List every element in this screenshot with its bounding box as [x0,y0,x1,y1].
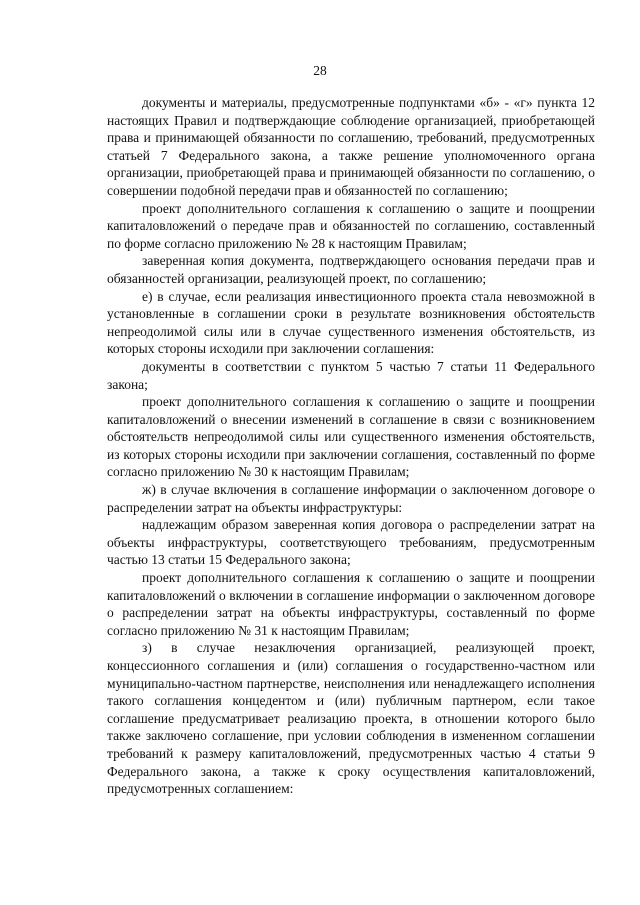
paragraph: з) в случае незаключения организацией, реализующей проект, концессионного соглашения и (или) соглашения о государственно-частном или муниципально-частном партнерстве, неисполнения или ненадлежащего исполнения такого соглашения концедентом и (или) публичным партнером, если такое соглашение предусматривает реализацию проекта, в отношении которого было также заключено соглашение, при условии соблюдения в измененном соглашении требований к размеру капиталовложений, предусмотренных частью 4 статьи 9 Федерального закона, а также к сроку осуществления капиталовложений, предусмотренных соглашением: [107,640,595,797]
document-body [107,94,595,798]
page-number: 28 [313,63,327,78]
paragraph: проект дополнительного соглашения к соглашению о защите и поощрении капиталовложений о внесении изменений в соглашение в связи с возникновением обстоятельств непреодолимой силы или существенного изменения обстоятельств, из которых стороны исходили при заключении соглашения, составленный по форме согласно приложению № 30 к настоящим Правилам; [107,394,595,480]
paragraph: е) в случае, если реализация инвестиционного проекта стала невозможной в установленные в соглашении сроки в результате возникновения обстоятельств непреодолимой силы или в случае существенного изменения обстоятельств, из которых стороны исходили при заключении соглашения: [107,288,595,357]
paragraph: документы в соответствии с пунктом 5 частью 7 статьи 11 Федерального закона; [107,358,595,392]
paragraph: проект дополнительного соглашения к соглашению о защите и поощрении капиталовложений о включении в соглашение информации о заключенном договоре о распределении затрат на объекты инфраструктуры, составленный по форме согласно приложению № 31 к настоящим Правилам; [107,570,595,638]
paragraph: документы и материалы, предусмотренные подпунктами «б» - «г» пункта 12 настоящих Правил и подтверждающие соблюдение организацией, приобретающей права и принимающей обязанности по соглашению, требований, предусмотренных статьей 7 Федерального закона, а также решение уполномоченного органа организации, приобретающей права и принимающей обязанности по соглашению, о совершении подобной передачи прав и обязанностей по соглашению; [107,95,595,198]
paragraph: заверенная копия документа, подтверждающего основания передачи прав и обязанностей организации, реализующей проект, по соглашению; [107,253,595,286]
paragraph: проект дополнительного соглашения к соглашению о защите и поощрении капиталовложений о передаче прав и обязанностей по соглашению, составленный по форме согласно приложению № 28 к настоящим Правилам; [107,200,595,251]
paragraph: надлежащим образом заверенная копия договора о распределении затрат на объекты инфраструктуры, соответствующего требованиям, предусмотренным частью 13 статьи 15 Федерального закона; [107,517,595,568]
paragraph: ж) в случае включения в соглашение информации о заключенном договоре о распределении затрат на объекты инфраструктуры: [107,482,595,515]
